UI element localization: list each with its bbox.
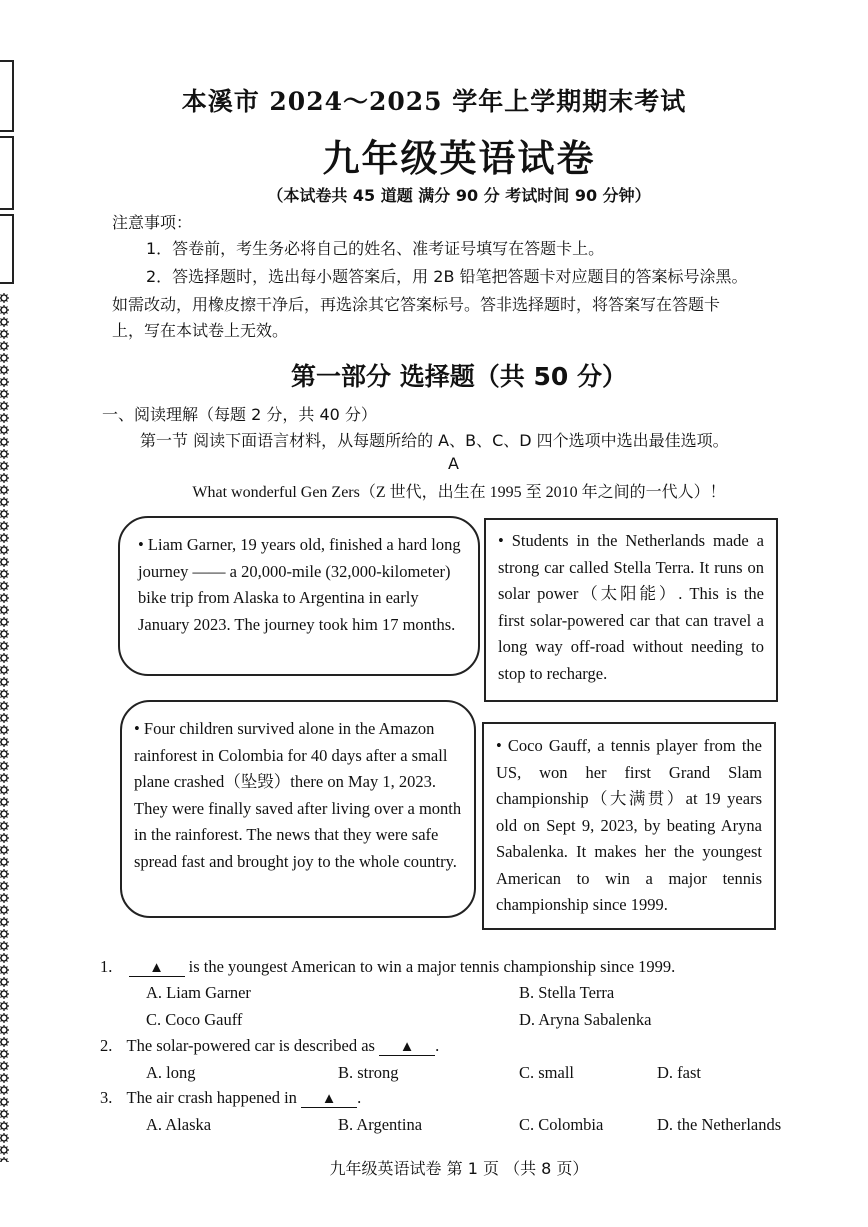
- question-text: The air crash happened in: [126, 1088, 302, 1107]
- blank-marker: ▲: [321, 1091, 337, 1107]
- paper-title: 九年级英语试卷: [322, 136, 596, 180]
- question-text-end: .: [357, 1088, 362, 1107]
- option-1d: D. Aryna Sabalenka: [519, 1010, 652, 1029]
- notice-item-2-line-2: 如需改动，用橡皮擦干净后，再选涂其它答案标号。答非选择题时，将答案写在答题卡: [112, 295, 721, 314]
- option-3d: D. the Netherlands: [657, 1115, 782, 1134]
- answer-blank: [129, 960, 185, 977]
- answer-blank: [301, 1091, 357, 1108]
- card-text: • Students in the Netherlands made a strong car called Stella Terra. It runs on solar power（太阳能）. This is the first solar-powered car that can travel a long way off-road without needing to stop to recharge.: [498, 531, 764, 683]
- page-footer: 九年级英语试卷 第 1 页 （共 8 页）: [329, 1159, 589, 1178]
- option-2a: A. long: [146, 1063, 196, 1082]
- question-number: 2.: [100, 1036, 113, 1055]
- paper-info: （本试卷共 45 道题 满分 90 分 考试时间 90 分钟）: [267, 186, 651, 205]
- passage-letter: A: [448, 454, 459, 473]
- binding-box-3: [0, 214, 14, 284]
- option-2d: D. fast: [657, 1063, 701, 1082]
- question-3: [100, 1088, 361, 1108]
- card-liam-garner: [118, 516, 480, 676]
- notice-item-1: 1．答卷前，考生务必将自己的姓名、准考证号填写在答题卡上。: [146, 239, 605, 258]
- question-text-end: .: [435, 1036, 440, 1055]
- card-coco-gauff: [482, 722, 776, 930]
- option-1b: B. Stella Terra: [519, 983, 615, 1002]
- binding-seal-strip: [0, 292, 12, 1162]
- part-heading: 第一部分 选择题（共 50 分）: [291, 362, 627, 391]
- option-2b: B. strong: [338, 1063, 399, 1082]
- card-text: • Four children survived alone in the Amazon rainforest in Colombia for 40 days after a small plane crashed（坠毁）there on May 1, 2023. They were finally saved after living over a month in the rainforest. The news that they were safe spread fast and brought joy to the whole country.: [134, 719, 462, 871]
- option-1c: C. Coco Gauff: [146, 1010, 243, 1029]
- option-3a: A. Alaska: [146, 1115, 212, 1134]
- option-2c: C. small: [519, 1063, 575, 1082]
- notice-item-2-line-3: 上，写在本试卷上无效。: [112, 321, 289, 340]
- blank-marker: ▲: [149, 960, 164, 976]
- section-heading: 一、阅读理解（每题 2 分，共 40 分）: [102, 405, 377, 424]
- option-1a: A. Liam Garner: [146, 983, 251, 1002]
- card-amazon-children: [120, 700, 476, 918]
- question-text: The solar-powered car is described as: [126, 1036, 380, 1055]
- question-1: [100, 957, 675, 977]
- exam-title: 本溪市 2024～2025 学年上学期期末考试: [181, 87, 687, 116]
- section-instruction: 第一节 阅读下面语言材料，从每题所给的 A、B、C、D 四个选项中选出最佳选项。: [140, 431, 729, 450]
- blank-marker: ▲: [399, 1039, 415, 1055]
- question-text: is the youngest American to win a major tennis championship since 1999.: [184, 957, 676, 976]
- passage-title: What wonderful Gen Zers（Z 世代，出生在 1995 至 2010 年之间的一代人）！: [192, 484, 726, 501]
- option-3b: B. Argentina: [338, 1115, 423, 1134]
- question-number: 3.: [100, 1088, 113, 1107]
- option-3c: C. Colombia: [519, 1115, 604, 1134]
- card-stella-terra: [484, 518, 778, 702]
- question-2: [100, 1036, 439, 1056]
- notice-heading: 注意事项：: [112, 213, 193, 232]
- notice-item-2-line-1: 2．答选择题时，选出每小题答案后，用 2B 铅笔把答题卡对应题目的答案标号涂黑。: [146, 267, 748, 286]
- card-text: • Coco Gauff, a tennis player from the US, won her first Grand Slam championship（大满贯）at 19 years old on Sept 9, 2023, by beating Aryna Sabalenka. It makes her the youngest American to win a major tennis championship since 1999.: [496, 736, 762, 914]
- question-number: 1.: [100, 957, 113, 976]
- answer-blank: [379, 1039, 435, 1056]
- card-text: • Liam Garner, 19 years old, finished a hard long journey —— a 20,000-mile (32,000-kilometer) bike trip from Alaska to Argentina in early January 2023. The journey took him 17 months.: [138, 535, 461, 634]
